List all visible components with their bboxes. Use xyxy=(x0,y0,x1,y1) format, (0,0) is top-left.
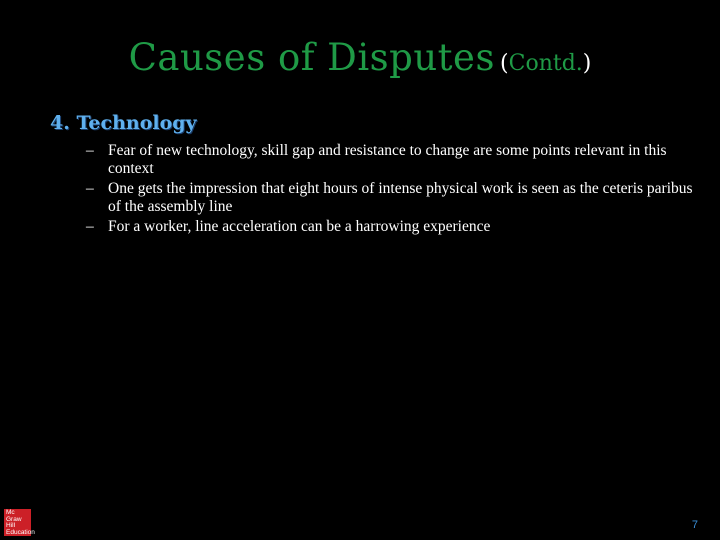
logo-line: Education xyxy=(6,528,35,536)
title-contd: Contd. xyxy=(508,51,583,76)
bullet-text: For a worker, line acceleration can be a harrowing experience xyxy=(108,218,491,235)
bullet-text: Fear of new technology, skill gap and resistance to change are some points relevant in this context xyxy=(108,142,667,177)
bullet-item xyxy=(86,180,696,216)
logo-line: Graw xyxy=(6,515,22,523)
title-text: Causes of Disputes xyxy=(128,36,495,79)
title-paren-open: ( xyxy=(500,51,509,76)
bullet-marker: – xyxy=(86,180,94,197)
bullet-item xyxy=(86,142,696,178)
logo-line: Hill xyxy=(6,522,16,529)
logo-line: Mc xyxy=(6,509,15,516)
title-suffix xyxy=(500,51,591,76)
page-number: 7 xyxy=(691,519,698,531)
bullet-list xyxy=(86,142,696,238)
bullet-text: One gets the impression that eight hours of intense physical work is seen as the ceteris paribus of the assembly line xyxy=(108,180,693,215)
mcgraw-hill-logo xyxy=(4,509,35,536)
bullet-item xyxy=(86,218,696,236)
bullet-marker: – xyxy=(86,142,94,159)
title-paren-close: ) xyxy=(582,51,592,76)
section-heading: 4. Technology xyxy=(50,112,197,134)
slide-title xyxy=(0,36,720,79)
bullet-marker: – xyxy=(86,218,94,235)
